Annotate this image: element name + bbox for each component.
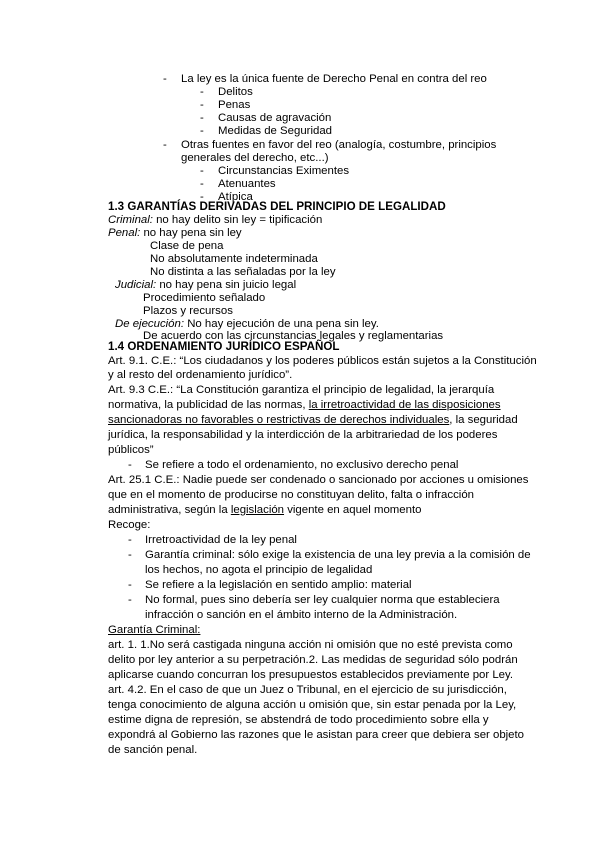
art93-line-5: públicos” — [108, 444, 154, 456]
recoge-label: Recoge: — [108, 519, 151, 531]
list-sub-item: Penas — [218, 99, 251, 111]
garantia-line: art. 1. 1.No será castigada ninguna acción ni omisión que no esté prevista como — [108, 639, 513, 651]
garantia-line: delito por ley anterior a su perpetración.2. Las medidas de seguridad sólo podrán — [108, 654, 518, 666]
recoge-item: No formal, pues sino debería ser ley cualquier norma que estableciera — [145, 594, 500, 606]
list-sub-item: Medidas de Seguridad — [218, 125, 332, 137]
list-sub-item: Causas de agravación — [218, 112, 332, 124]
judicial-item: Procedimiento señalado — [143, 292, 266, 304]
art93-line-1: Art. 9.3 C.E.: “La Constitución garantiza el principio de legalidad, la jerarquía — [108, 384, 495, 396]
art91-line-1: Art. 9.1. C.E.: “Los ciudadanos y los poderes públicos están sujetos a la Constitución — [108, 355, 537, 367]
list-sub-item: Delitos — [218, 86, 253, 98]
recoge-item: Irretroactividad de la ley penal — [145, 534, 297, 546]
art251-line-2: que en el momento de producirse no constituyan delito, falta o infracción — [108, 489, 474, 501]
art91-line-2: y al resto del ordenamiento jurídico”. — [108, 369, 293, 381]
criminal-line: Criminal: no hay delito sin ley = tipificación — [108, 214, 323, 226]
penal-item: Clase de pena — [150, 240, 224, 252]
garantia-line: art. 4.2. En el caso de que un Juez o Tribunal, en el ejercicio de su jurisdicción, — [108, 684, 507, 696]
art93-line-3: sancionadoras no favorables o restrictivas de derechos individuales, la seguridad — [108, 414, 518, 426]
garantia-line: tenga conocimiento de alguna acción u omisión que, sin estar penada por la Ley, — [108, 699, 517, 711]
garantia-line: expondrá al Gobierno las razones que le asistan para creer que debiera ser objeto — [108, 729, 525, 741]
list-sub-item: Atenuantes — [218, 178, 276, 190]
bullet-ordenamiento: Se refiere a todo el ordenamiento, no exclusivo derecho penal — [145, 459, 459, 471]
list-sub-item: Circunstancias Eximentes — [218, 165, 350, 177]
art93-line-2: normativa, la publicidad de las normas, la irretroactividad de las disposiciones — [108, 399, 501, 411]
recoge-item: Garantía criminal: sólo exige la existencia de una ley previa a la comisión de — [145, 549, 531, 561]
list-sub-item: Atípica — [218, 191, 253, 203]
art251-line-1: Art. 25.1 C.E.: Nadie puede ser condenado o sancionado por acciones u omisiones — [108, 474, 529, 486]
penal-line: Penal: no hay pena sin ley — [108, 227, 242, 239]
penal-item: No distinta a las señaladas por la ley — [150, 266, 336, 278]
art251-line-3: administrativa, según la legislación vigente en aquel momento — [108, 504, 422, 516]
garantia-line: de sanción penal. — [108, 744, 198, 756]
recoge-item: Se refiere a la legislación en sentido amplio: material — [145, 579, 412, 591]
recoge-item-cont: los hechos, no agota el principio de legalidad — [145, 564, 373, 576]
list-main-item-2a: Otras fuentes en favor del reo (analogía, costumbre, principios — [181, 139, 497, 151]
art93-line-4: jurídica, la responsabilidad y la interdicción de la arbitrariedad de los poderes — [108, 429, 498, 441]
heading-1-4: 1.4 ORDENAMIENTO JURÍDICO ESPAÑOL — [108, 340, 340, 353]
garantia-line: estime digna de represión, se abstendrá de todo procedimiento sobre ella y — [108, 714, 489, 726]
judicial-item: Plazos y recursos — [143, 305, 233, 317]
recoge-item-cont: infracción o sanción en el ámbito interno de la Administración. — [145, 609, 458, 621]
garantia-line: aplicarse cuando concurran los presupuestos establecidos previamente por Ley. — [108, 669, 514, 681]
list-main-item-2b: generales del derecho, etc...) — [181, 152, 329, 164]
penal-item: No absolutamente indeterminada — [150, 253, 318, 265]
ejecucion-item: De acuerdo con las circunstancias legales y reglamentarias — [143, 330, 444, 342]
judicial-line: Judicial: no hay pena sin juicio legal — [115, 279, 297, 291]
garantia-title: Garantía Criminal: — [108, 624, 201, 636]
ejecucion-line: De ejecución: No hay ejecución de una pena sin ley. — [115, 318, 379, 330]
heading-1-3: 1.3 GARANTÍAS DERIVADAS DEL PRINCIPIO DE LEGALIDAD — [108, 200, 446, 213]
